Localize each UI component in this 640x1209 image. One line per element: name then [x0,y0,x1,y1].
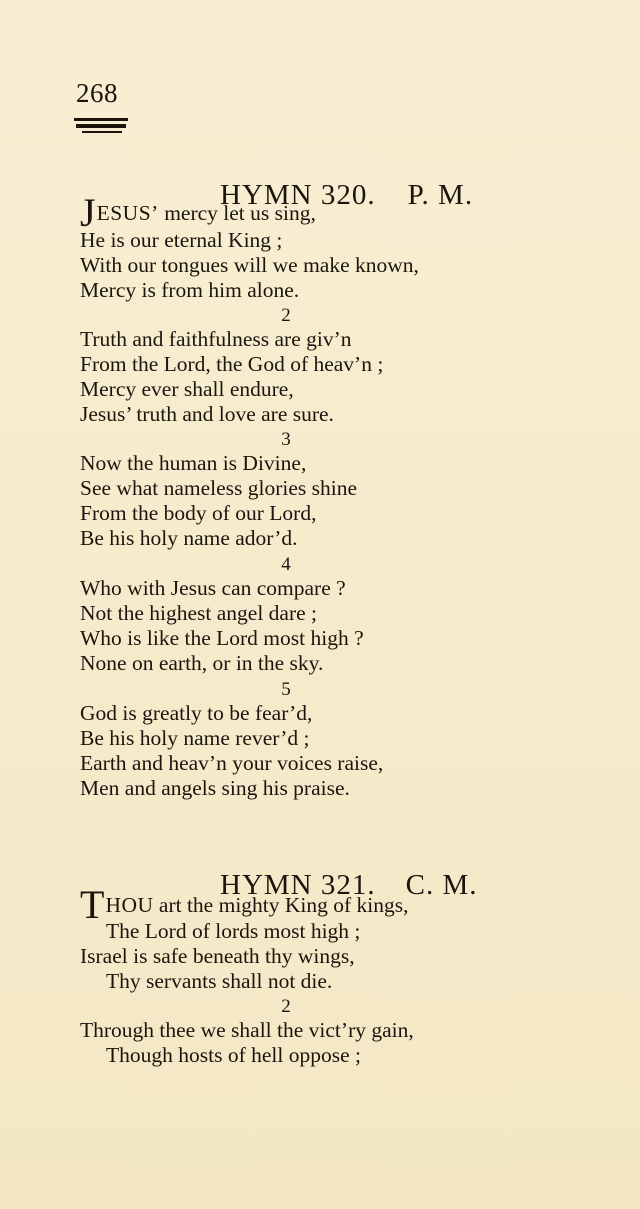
hymn-number: HYMN 320. [220,179,376,211]
header-rule [76,124,126,128]
first-word: ESUS’ [96,201,159,225]
header-rule [82,131,122,133]
stanza-number: 5 [281,679,291,700]
verse-line: None on earth, or in the sky. [80,651,324,675]
stanza-number: 3 [281,429,291,450]
hymn-meter: C. M. [405,869,478,901]
page-number: 268 [76,78,118,108]
header-rule [74,118,128,121]
first-line-text: mercy let us sing, [158,201,316,225]
verse-line: From the Lord, the God of heav’n ; [80,352,384,376]
stanza-number: 4 [281,554,291,575]
verse-line: Who with Jesus can compare ? [80,576,346,600]
verse-line: Though hosts of hell oppose ; [106,1043,361,1067]
verse-line: Through thee we shall the vict’ry gain, [80,1018,414,1042]
verse-line: Jesus’ truth and love are sure. [80,402,334,426]
verse-line: Be his holy name ador’d. [80,526,298,550]
verse-line: God is greatly to be fear’d, [80,701,313,725]
verse-line: Men and angels sing his praise. [80,776,350,800]
stanza-number: 2 [281,996,291,1017]
first-line-text: art the mighty King of kings, [153,893,409,917]
drop-cap: J [80,190,96,235]
verse-line: See what nameless glories shine [80,476,358,500]
verse-line: Mercy is from him alone. [80,278,300,302]
verse-line: Now the human is Divine, [80,451,307,475]
verse-line: Truth and faithfulness are giv’n [80,327,352,351]
verse-line: Mercy ever shall endure, [80,377,294,401]
hymn-number: HYMN 321. [220,869,376,901]
drop-cap: T [80,882,105,927]
hymn-320-first-line [80,190,316,235]
verse-line: Who is like the Lord most high ? [80,626,364,650]
hymn-meter: P. M. [407,179,474,211]
verse-line: From the body of our Lord, [80,501,317,525]
stanza-number: 2 [281,305,291,326]
first-word: HOU [105,893,154,917]
verse-line: Be his holy name rever’d ; [80,726,310,750]
verse-line: Not the highest angel dare ; [80,601,318,625]
verse-line: Thy servants shall not die. [106,969,333,993]
verse-line: With our tongues will we make known, [80,253,419,277]
verse-line: Israel is safe beneath thy wings, [80,944,355,968]
verse-line: He is our eternal King ; [80,228,283,252]
verse-line: Earth and heav’n your voices raise, [80,751,384,775]
verse-line: The Lord of lords most high ; [106,919,361,943]
